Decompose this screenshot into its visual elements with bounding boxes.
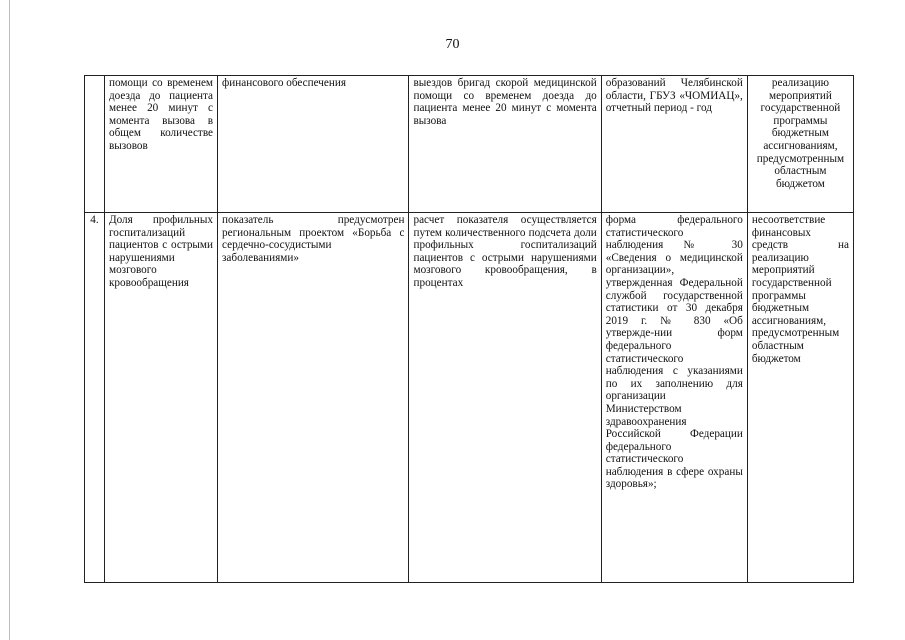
- indicator-name-cell: Доля профильных госпитализаций пациентов с острыми нарушениями мозгового кровообращения: [104, 213, 217, 583]
- indicator-name-cell: помощи со временем доезда до пациента менее 20 минут с момента вызова в общем количестве вызовов: [104, 76, 217, 213]
- data-source-cell: образований Челябинской области, ГБУЗ «ЧОМИАЦ», отчетный период - год: [601, 76, 747, 213]
- risk-cell: несоответствие финансовых средств на реализацию мероприятий государственной программы бюджетным ассигнованиям, предусмотренным областным бюджетом: [747, 213, 853, 583]
- risk-cell: реализацию мероприятий государственной программы бюджетным ассигнованиям, предусмотренным областным бюджетом: [747, 76, 853, 213]
- page-edge-line: [9, 0, 10, 640]
- data-source-cell: форма федерального статистического наблюдения № 30 «Сведения о медицинской организации», утвержденная Федеральной службой государственной статистики от 30 декабря 2019 г. № 830 «Об утвержде-нии форм федерального статистического наблюдения с указаниями по их заполнению для организации Министерством здравоохранения Российской Федерации федерального статистического наблюдения в сфере охраны здоровья»;: [601, 213, 747, 583]
- row-number-cell: 4.: [85, 213, 105, 583]
- indicator-basis-cell: показатель предусмотрен региональным проектом «Борьба с сердечно-сосудистыми заболеваниями»: [218, 213, 409, 583]
- page-number: 70: [445, 37, 460, 52]
- calculation-method-cell: выездов бригад скорой медицинской помощи со временем доезда до пациента менее 20 минут с момента вызова: [409, 76, 601, 213]
- table-row: [85, 76, 854, 213]
- table-row: [85, 213, 854, 583]
- indicator-basis-cell: финансового обеспечения: [218, 76, 409, 213]
- calculation-method-cell: расчет показателя осуществляется путем количественного подсчета доли профильных госпитализаций пациентов с острыми нарушениями мозгового кровообращения, в процентах: [409, 213, 601, 583]
- row-number-cell: [85, 76, 105, 213]
- indicators-table: [84, 75, 854, 583]
